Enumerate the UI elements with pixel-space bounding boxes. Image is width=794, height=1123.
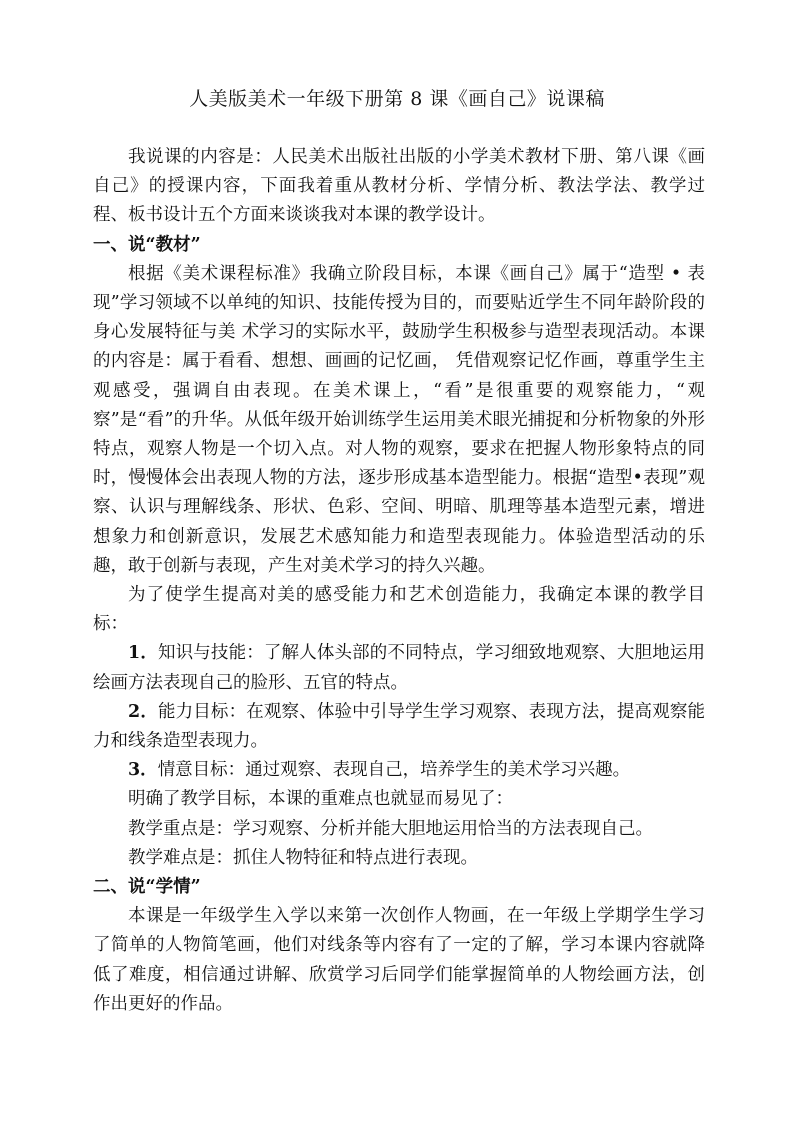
document-body: [93, 143, 705, 1019]
intro-paragraph: 我说课的内容是：人民美术出版社出版的小学美术教材下册、第八课《画自己》的授课内容，下面我着重从教材分析、学情分析、教法学法、教学过程、板书设计五个方面来谈谈我对本课的教学设计。: [93, 147, 705, 226]
goal-number: 2．: [128, 701, 158, 722]
key-point-paragraph: 教学重点是：学习观察、分析并能大胆地运用恰当的方法表现自己。: [128, 818, 653, 839]
goal-number: 1．: [128, 643, 158, 664]
goal-label: 知识与技能：: [157, 643, 264, 664]
goal-text: 了解人体头部的不同特点，学习细致地观察、大胆地运用绘画方法表现自己的脸形、五官的特点。: [93, 643, 705, 693]
goal-number: 3．: [128, 760, 158, 781]
goal-text: 在观察、体验中引导学生学习观察、表现方法，提高观察能力和线条造型表现力。: [93, 701, 706, 752]
section-heading-textbook: 一、说“教材”: [93, 234, 201, 255]
goal-item-ability: [93, 698, 705, 756]
goals-intro-paragraph: 为了使学生提高对美的感受能力和艺术创造能力，我确定本课的教学目标：: [93, 585, 705, 635]
page-title: 人美版美术一年级下册第 8 课《画自己》说课稿: [189, 88, 605, 110]
goal-item-knowledge: [93, 639, 705, 697]
difficulty-paragraph: 教学难点是：抓住人物特征和特点进行表现。: [128, 847, 478, 868]
textbook-paragraph: 根据《美术课程标准》我确立阶段目标，本课《画自己》属于“造型 • 表现”学习领域不以单纯的知识、技能传授为目的，而要贴近学生不同年龄阶段的身心发展特征与美 术学习的实际水平，鼓励学生积极参与造型表现活动。本课的内容是：属于看看、想想、画画的记忆画， 凭借观察记忆作画，尊重学生主观感受，强调自由表现。在美术课上，“看”是很重要的观察能力，“观察”是“看”的升华。从低年级开始训练学生运用美术眼光捕捉和分析物象的外形特点，观察人物是一个切入点。对人物的观察，要求在把握人物形象特点的同时，慢慢体会出表现人物的方法，逐步形成基本造型能力。根据“造型•表现”观察、认识与理解线条、形状、色彩、空间、明暗、肌理等基本造型元素，增进想象力和创新意识，发展艺术感知能力和造型表现能力。体验造型活动的乐趣，敢于创新与表现，产生对美术学习的持久兴趣。: [93, 263, 705, 576]
goal-text: 通过观察、表现自己，培养学生的美术学习兴趣。: [245, 760, 631, 781]
goal-label: 情意目标：: [157, 760, 246, 781]
goal-item-affective: [93, 756, 705, 785]
section-heading-students: 二、说“学情”: [93, 877, 201, 898]
goal-label: 能力目标：: [157, 701, 247, 722]
key-points-intro: 明确了教学目标，本课的重难点也就显而易见了：: [128, 789, 513, 810]
students-paragraph: 本课是一年级学生入学以来第一次创作人物画，在一年级上学期学生学习了简单的人物简笔画，他们对线条等内容有了一定的了解，学习本课内容就降低了难度，相信通过讲解、欣赏学习后同学们能掌握简单的人物绘画方法，创作出更好的作品。: [93, 906, 705, 1014]
